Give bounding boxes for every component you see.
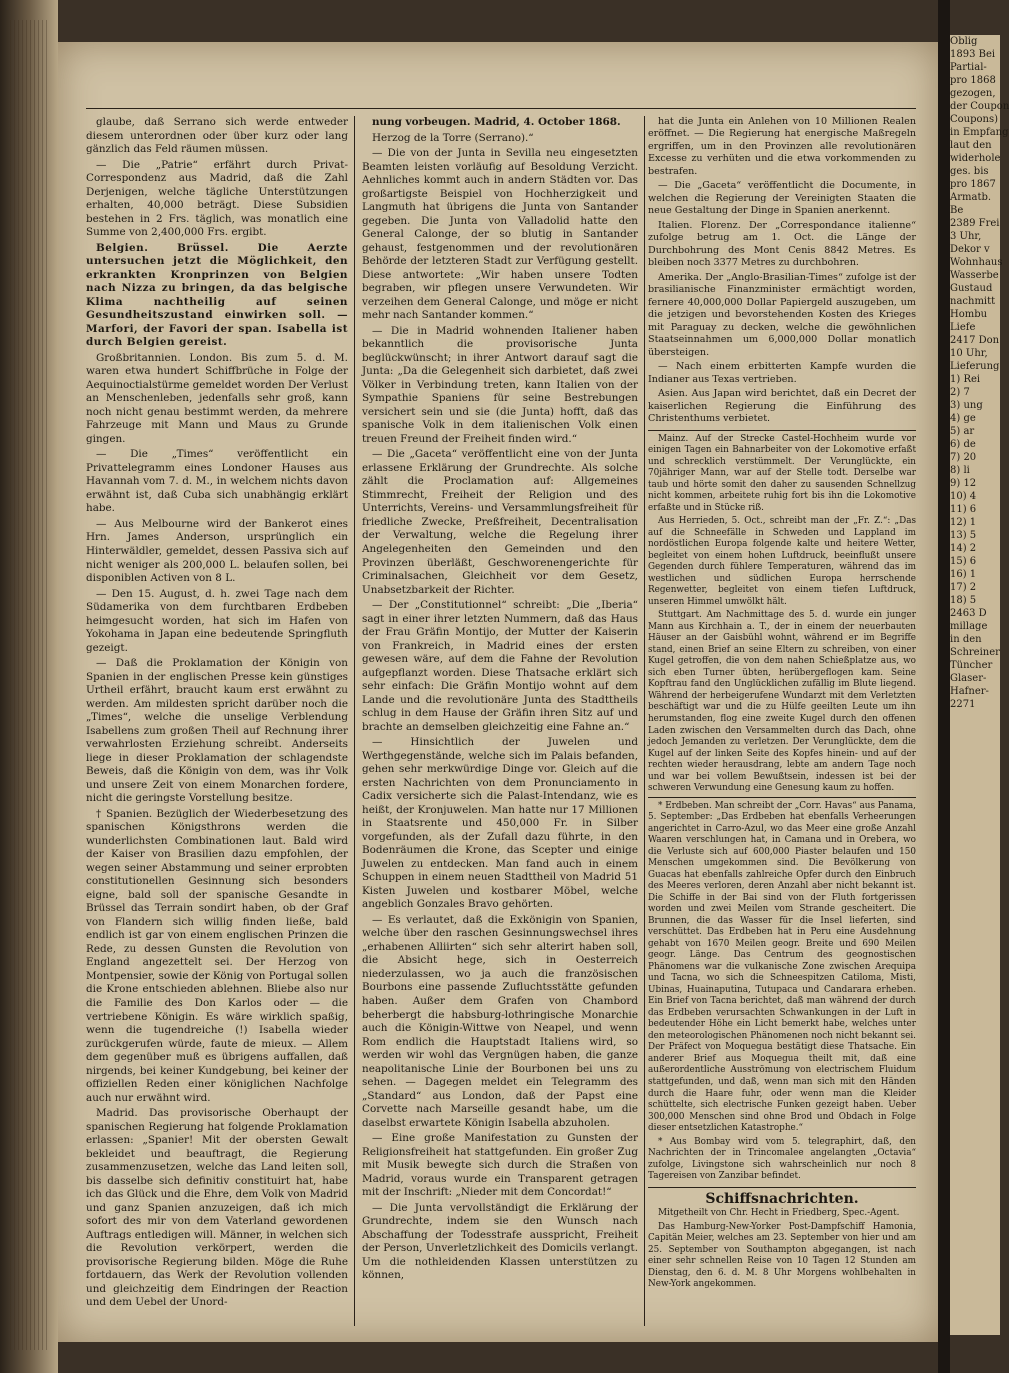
article-paragraph: — Die „Gaceta“ veröffentlicht eine von der Junta erlassene Erklärung der Grundrechte. Als solche zählt die Proclamation auf: Allgemeines Stimmrecht, Freiheit der Religion und des Unterrichts, Vereins- und Versammlungsfreiheit für friedliche Zwecke, Preßfreiheit, Decentralisation der Verwaltung, welche die Regelung ihrer Angelegenheiten den Gemeinden und den Provinzen überläßt, Geschworenengerichte für Criminalsachen, Gleichheit vor dem Gesetz, Unabsetzbarkeit der Richter. [362, 448, 638, 596]
next-page-fragment: 12) 1 [950, 517, 977, 528]
next-page-fragment: 5) ar [950, 426, 975, 437]
local-mainz: Mainz. Auf der Strecke Castel-Hochheim wurde vor einigen Tagen ein Bahnarbeiter von der Lokomotive erfaßt und schrecklich verstümmelt. Der Verunglückte, ein 70jähriger Mann, war auf der Stelle todt. Derselbe war taub und hörte somit den daher zu sausenden Schnellzug nicht kommen, arbeitete ruhig fort bis ihn die Lokomotive erfaßte und in Stücke riß. [648, 433, 916, 513]
next-page-fragment: 6) de [950, 439, 976, 450]
next-page-fragment: 11) 6 [950, 504, 977, 515]
next-page-fragment: Tüncher [950, 660, 993, 671]
article-belgien: Belgien. Brüssel. Die Aerzte untersuchen jetzt die Möglichkeit, den erkrankten Kronprinzen von Belgien nach Nizza zu bringen, da das belgische Klima nachtheilig auf seinen Gesundheitszustand einwirken soll. — Marfori, der Favori der span. Isabella ist durch Belgien gereist. [86, 241, 348, 349]
next-page-fragment: Lieferung [950, 361, 1000, 372]
next-page-edge [950, 35, 1009, 1335]
next-page-fragment: Coupons) [950, 114, 999, 125]
local-erdbeben: * Erdbeben. Man schreibt der „Corr. Havas“ aus Panama, 5. September: „Das Erdbeben hat ebenfalls Verheerungen angerichtet in Carro-Azul, wo das Meer eine große Anzahl Waaren verschlungen hat, in Camana und in Orebera, wo die Verluste sich auf 600,000 Piaster belaufen und 150 Menschen umgekommen sind. Die Bevölkerung von Guacas hat ebenfalls zahlreiche Opfer durch den Einbruch des Meeres verloren, deren Anzahl aber nicht bekannt ist. Die Schiffe in der Bai sind von der Fluth fortgerissen worden und zwei Meilen vom Strande gescheitert. Die Brunnen, die das Wasser für die Insel lieferten, sind verschüttet. Das Erdbeben hat in Peru eine Ausdehnung gehabt von 1670 Meilen geogr. Breite und 690 Meilen geogr. Länge. Das Centrum des geognostischen Phänomens war die vulkanische Zone zwischen Arequipa und Tacna, wo sich die Schneespitzen Catiloma, Misti, Ubinas, Huainaputina, Tutupaca und Candarara erheben. Ein Brief von Tacna berichtet, daß man während der durch das Erdbeben verursachten Schwankungen in der Luft in bedeutender Höhe ein Licht bemerkt habe, welches unter den meteorologischen Phänomenen noch nicht bekannt sei. Der Präfect von Moquegua bestätigt diese Thatsache. Ein anderer Brief aus Moquegua theilt mit, daß eine außerordentliche Ausströmung von electrischem Fluidum stattgefunden, und daß, wenn man sich mit den Händen durch die Haare fuhr, oder wenn man die Kleider schüttelte, sich electrische Funken gezeigt haben. Ueber 300,000 Menschen sind ohne Brod und Obdach in Folge dieser entsetzlichen Katastrophe.“ [648, 797, 916, 1135]
article-spanien: † Spanien. Bezüglich der Wiederbesetzung des spanischen Königsthrons werden die wunderlichsten Combinationen laut. Bald wird der Kaiser von Brasilien dazu empfohlen, der wegen seiner Abstammung und seiner erprobten constitutionellen Gesinnung sich besonders eigne, bald soll der spanische Gesandte in Brüssel das Terrain sondirt haben, ob der Graf von Flandern sich willig finden ließe, bald endlich ist gar von einem englischen Prinzen die Rede, zu dessen Gunsten die Revolution von England angezettelt sei. Der Herzog von Montpensier, sowie der König von Portugal sollen die Krone entschieden ablehnen. Bliebe also nur die Familie des Don Karlos oder — die vertriebene Königin. Es wäre wirklich spaßig, wenn die tugendreiche (!) Isabella wieder zurückgerufen würde, faute de mieux. — Allem dem gegenüber muß es übrigens auffallen, daß nirgends, bei keiner Kundgebung, bei keiner der offiziellen Reden einer königlichen Nachfolge auch nur erwähnt wird. [86, 807, 348, 1104]
next-page-fragment: Armatb. [950, 192, 992, 203]
next-page-fragment: 7) 20 [950, 452, 977, 463]
column-3 [648, 116, 916, 1293]
next-page-fragment: 4) ge [950, 413, 976, 424]
article-asien: Asien. Aus Japan wird berichtet, daß ein Decret der kaiserlichen Regierung die Einführung des Christenthums verbietet. [648, 388, 916, 425]
next-page-fragment: Schreiner [950, 647, 1000, 658]
next-page-fragment: ges. bis [950, 166, 989, 177]
article-paragraph: — Der „Constitutionnel“ schreibt: „Die „Iberia“ sagt in einer ihrer letzten Nummern, daß das Haus der Frau Gräfin Montijo, der Mutter der Kaiserin von Frankreich, in Madrid eines der ersten gewesen wäre, auf dem die Fahne der Revolution aufgepflanzt worden. Diese Thatsache erklärt sich sehr einfach: Die Gräfin Montijo wohnt auf dem Lande und die revolutionäre Junta des Stadttheils schlug in dem Hause der Gräfin ihren Sitz auf und brachte an demselben gleichzeitig eine Fahne an.“ [362, 599, 638, 733]
date-line: nung vorbeugen. Madrid, 4. October 1868. [372, 116, 621, 128]
next-page-fragment: 8) li [950, 465, 970, 476]
column-1 [86, 116, 348, 1312]
next-page-fragment: 14) 2 [950, 543, 977, 554]
next-page-fragment: Glaser- [950, 673, 987, 684]
article-paragraph: — Nach einem erbitterten Kampfe wurden die Indianer aus Texas vertrieben. [648, 361, 916, 385]
local-herrieden: Aus Herrieden, 5. Oct., schreibt man der „Fr. Z.“: „Das auf die Schneefälle in Schweden und Lappland im nordöstlichen Europa folgende kalte und heitere Wetter, begleitet von einem hohen Luftdruck, beeinflußt unsere Gegenden durch fühlere Temperaturen, während das im westlichen und südlichen Europa herrschende Regenwetter, begleitet von einem tiefen Luftdruck, unseren Himmel umwölkt hält. [648, 516, 916, 607]
next-page-fragment: Wasserbe [950, 270, 999, 281]
next-page-fragment: Be [950, 205, 964, 216]
next-page-fragment: Hafner- [950, 686, 989, 697]
local-news-box [648, 430, 916, 1183]
next-page-fragment: nachmitt [950, 296, 996, 307]
next-page-fragment: Hombu [950, 309, 988, 320]
column-2 [362, 116, 638, 1285]
next-page-fragment: in den [950, 634, 982, 645]
ship-news-box [648, 1187, 916, 1291]
article-paragraph: — Die „Patrie“ erfährt durch Privat-Correspondenz aus Madrid, daß die Zahl Derjenigen, welche tägliche Unterstützungen erhalten, 40,000 beträgt. Diese Subsidien bestehen in 2 Frs. täglich, was monatlich eine Summe von 2,400,000 Frs. ergibt. [86, 158, 348, 239]
next-page-fragment: 2) 7 [950, 387, 970, 398]
next-page-fragment: gezogen, [950, 88, 996, 99]
next-page-fragment: Oblig [950, 36, 978, 47]
article-paragraph: — Daß die Proklamation der Königin von Spanien in der englischen Presse kein günstiges Urtheil erfährt, braucht kaum erst erwähnt zu werden. Am mildesten spricht darüber noch die „Times“, welche die unselige Verblendung Isabellens zum großen Theil auf Rechnung ihrer verwahrlosten Erziehung schreibt. Anderseits liege in dieser Proklamation der schlagendste Beweis, daß die Königin von dem, was ihr Volk und unsere Zeit von einem Monarchen fordere, nicht die geringste Vorstellung besitze. [86, 657, 348, 805]
next-page-fragment: Partial- [950, 62, 987, 73]
next-page-fragment: widerhole [950, 153, 1001, 164]
next-page-fragment: 18) 5 [950, 595, 977, 606]
ship-news-text: Das Hamburg-New-Yorker Post-Dampfschiff Hamonia, Capitän Meier, welches am 23. September von hier und am 25. September von Southampton abgegangen, ist nach einer sehr schnellen Reise von 10 Tagen 12 Stunden am Dienstag, den 6. d. M. 8 Uhr Morgens wohlbehalten in New-York angekommen. [648, 1221, 916, 1290]
article-paragraph: hat die Junta ein Anlehen von 10 Millionen Realen eröffnet. — Die Regierung hat energische Maßregeln ergriffen, um in den Provinzen alle revolutionären Excesse zu verhüten und die etwa vorkommenden zu bestrafen. [648, 116, 916, 177]
book-spine [938, 0, 950, 1373]
article-amerika: Amerika. Der „Anglo-Brasilian-Times“ zufolge ist der brasilianische Finanzminister ermächtigt worden, fernere 40,000,000 Dollar Papiergeld auszugeben, um die jetzigen und bevorstehenden Kosten des Krieges mit Paraguay zu decken, welche die gewöhnlichen Staatseinnahmen um 6,000,000 Dollar monatlich übersteigen. [648, 271, 916, 358]
article-madrid: Madrid. Das provisorische Oberhaupt der spanischen Regierung hat folgende Proklamation erlassen: „Spanier! Mit der obersten Gewalt bekleidet und beauftragt, die Regierung zusammenzusetzen, welche das Land leiten soll, bis dasselbe sich definitiv constituirt hat, habe ich das Glück und die Ehre, dem Volk von Madrid und ganz Spanien anzuzeigen, daß ich mich sofort des mir von dem Vaterland gewordenen Auftrags entledigen will. Männer, in welchen sich die Revolution verkörpert, werden die provisorische Regierung bilden. Möge die Ruhe fortdauern, das Werk der Revolution vollenden und gleichzeitig dem Eindringen der Reaction und dem Uebel der Unord- [86, 1107, 348, 1309]
next-page-fragment: 2271 [950, 699, 976, 710]
next-page-fragment: 1893 Bei [950, 49, 996, 60]
header-rule [86, 108, 916, 109]
next-page-fragment: 2417 Don [950, 335, 1000, 346]
next-page-fragment: 9) 12 [950, 478, 977, 489]
next-page-fragment: 15) 6 [950, 556, 977, 567]
next-page-fragment: 17) 2 [950, 582, 977, 593]
newspaper-page [58, 42, 938, 1342]
article-paragraph: — Die von der Junta in Sevilla neu eingesetzten Beamten leisten vorläufig auf Besoldung Verzicht. Aehnliches kommt auch in andern Städten vor. Das großartigste Beispiel von Hochherzigkeit und Langmuth hat übrigens die Junta von Santander gegeben. Die Junta von Valladolid hatte den General Calonge, der so blutig in Santander gehaust, festgenommen und der revolutionären Behörde der letzteren Stadt zur Verfügung gestellt. Diese antwortete: „Wir haben unsere Todten begraben, wir pflegen unsere Verwundeten. Wir verzeihen dem General Calonge, und möge er nicht mehr nach Santander kommen.“ [362, 147, 638, 322]
next-page-fragment: Dekor v [950, 244, 990, 255]
article-paragraph: Herzog de la Torre (Serrano).“ [372, 131, 534, 144]
next-page-fragment: 16) 1 [950, 569, 977, 580]
next-page-fragment: 10 Uhr, [950, 348, 988, 359]
article-paragraph: — Hinsichtlich der Juwelen und Werthgegenstände, welche sich im Palais befanden, gehen sehr merkwürdige Dinge vor. Gleich auf die ersten Nachrichten von dem Pronunciamento in Cadix versicherte sich die Palast-Intendanz, wie es heißt, der Kronjuwelen. Man hatte nur 17 Millionen in Staatsrente und 450,000 Fr. in Silber vorgefunden, als der Zufall dazu führte, in den Bodenräumen die Krone, das Scepter und einige Juwelen zu entdecken. Man fand auch in einem Schuppen in einem neuen Stadttheil von Madrid 51 Kisten Juwelen und kostbarer Möbel, welche angeblich Gonzales Bravo gehörten. [362, 736, 638, 911]
ship-news-agent: Mitgetheilt von Chr. Hecht in Friedberg, Spec.-Agent. [658, 1208, 900, 1219]
next-page-fragment: laut den [950, 140, 992, 151]
next-page-fragment: 13) 5 [950, 530, 977, 541]
next-page-fragment: millage [950, 621, 988, 632]
left-gutter [0, 0, 58, 1373]
next-page-fragment: Gustaud [950, 283, 993, 294]
next-page-fragment: 10) 4 [950, 491, 977, 502]
article-paragraph: — Die Junta vervollständigt die Erklärung der Grundrechte, indem sie den Wunsch nach Abschaffung der Todesstrafe ausspricht, Freiheit der Person, Unverletzlichkeit des Domicils verlangt. Um die nothleidenden Klassen unterstützen zu können, [362, 1201, 638, 1282]
article-paragraph: — Es verlautet, daß die Exkönigin von Spanien, welche über den raschen Gesinnungswechsel ihres „erhabenen Alliirten“ sich sehr alterirt haben soll, die Absicht hege, sich in Oesterreich niederzulassen, wo ja auch die französischen Bourbons eine passende Zufluchtsstätte gefunden haben. Außer dem Grafen von Chambord beherbergt die habsburg-lothringische Monarchie auch die Königin-Wittwe von Neapel, und wenn Rom endlich die Hauptstadt Italiens wird, so werden wir wohl das Vergnügen haben, die ganze neapolitanische Linie der Bourbonen bei uns zu sehen. — Dagegen meldet ein Telegramm des „Standard“ aus London, daß der Papst eine Corvette nach Marseille gesandt habe, um die daselbst erwartete Königin Isabella abzuholen. [362, 913, 638, 1129]
article-paragraph: — Aus Melbourne wird der Bankerot eines Hrn. James Anderson, ursprünglich ein Hinterwäldler, gemeldet, dessen Passiva sich auf nicht weniger als 200,000 L. belaufen sollen, bei disponiblen Activen von 8 L. [86, 517, 348, 585]
local-stuttgart: Stuttgart. Am Nachmittage des 5. d. wurde ein junger Mann aus Kirchhain a. T., der in einem der neuerbauten Häuser an der Gaisbühl wohnt, während er im Begriffe stand, einen Brief an seine Eltern zu schreiben, von einer Kugel getroffen, die von dem nahen Schießplatze aus, wo sich eben Turner übten, herübergeflogen kam. Seine Kopftrau fand den Unglücklichen zufällig im Blute liegend. Während der herbeigerufene Wundarzt mit dem Verletzten beschäftigt war und die zu Hülfe geeilten Leute um ihn herumstanden, flog eine zweite Kugel durch den offenen Laden zwischen den Versammelten durch das Dach, ohne jedoch Jemanden zu verletzen. Der Verunglückte, dem die Kugel auf der linken Seite des Kopfes hinein- und auf der rechten wieder herausdrang, lebte am andern Tage noch und war bei vollem Bewußtsein, indessen ist bei der schweren Verwundung eine Genesung kaum zu hoffen. [648, 610, 916, 794]
next-page-fragment: 2389 Frei [950, 218, 1000, 229]
article-paragraph: — Den 15. August, d. h. zwei Tage nach dem Südamerika von dem furchtbaren Erdbeben heimgesucht worden, hat sich im Hafen von Yokohama in Japan eine bedeutende Springfluth gezeigt. [86, 587, 348, 654]
ship-news-title: Schiffsnachrichten. [705, 1190, 859, 1207]
next-page-fragment: 3) ung [950, 400, 983, 411]
book-edge [10, 20, 50, 1350]
article-paragraph: — Die „Times“ veröffentlicht ein Privattelegramm eines Londoner Hauses aus Havannah vom 7. d. M., in welchem nichts davon erwähnt ist, daß Cuba sich unabhängig erklärt habe. [86, 448, 348, 515]
next-page-fragment: in Empfang [950, 127, 1009, 138]
next-page-fragment: Wohnhaus [950, 257, 1003, 268]
article-paragraph: glaube, daß Serrano sich werde entweder diesem unterordnen oder über kurz oder lang gänzlich das Feld räumen müssen. [86, 116, 348, 156]
next-page-fragment: 2463 D [950, 608, 987, 619]
next-page-fragment: Liefe [950, 322, 976, 333]
column-rule-1 [354, 116, 355, 1326]
next-page-fragment: 3 Uhr, [950, 231, 982, 242]
article-grossbritannien: Großbritannien. London. Bis zum 5. d. M. waren etwa hundert Schiffbrüche in Folge der Aequinoctialstürme gemeldet worden Der Verlust an Menschenleben, jedenfalls sehr groß, kann noch nicht genau bestimmt werden, da mehrere Fahrzeuge mit Mann und Maus zu Grunde gingen. [86, 351, 348, 445]
article-italien: Italien. Florenz. Der „Correspondance italienne“ zufolge betrug am 1. Oct. die Länge der Durchbohrung des Mont Cenis 8842 Metres. Es bleiben noch 3377 Metres zu durchbohren. [648, 219, 916, 269]
article-paragraph: — Eine große Manifestation zu Gunsten der Religionsfreiheit hat stattgefunden. Ein großer Zug mit Musik bewegte sich durch die Straßen von Madrid, voraus wurde ein Transparent getragen mit der Inschrift: „Nieder mit dem Concordat!“ [362, 1132, 638, 1199]
next-page-fragment: der Coupon [950, 101, 1009, 112]
article-paragraph: — Die „Gaceta“ veröffentlicht die Documente, in welchen die Regierung der Vereinigten Staaten die neue Gestaltung der Dinge in Spanien anerkennt. [648, 180, 916, 217]
next-page-fragment: 1) Rei [950, 374, 981, 385]
next-page-fragment: pro 1868 [950, 75, 996, 86]
local-bombay: * Aus Bombay wird vom 5. telegraphirt, daß, den Nachrichten der in Trincomalee angelangten „Octavia“ zufolge, Livingstone sich wahrscheinlich nur noch 8 Tagereisen von Zanzibar befindet. [648, 1136, 916, 1182]
next-page-fragment: pro 1867 [950, 179, 996, 190]
column-rule-2 [644, 116, 645, 1326]
article-paragraph: — Die in Madrid wohnenden Italiener haben bekanntlich die provisorische Junta beglückwünscht; in ihrer Antwort darauf sagt die Junta: „Da die Gelegenheit sich darbietet, daß zwei Völker in Verbindung treten, kann Italien von der Sympathie Spaniens für seine Bestrebungen versichert sein und sie (die Junta) hofft, daß das spanische Volk in dem italienischen Volk einen treuen Freund der Freiheit finden wird.“ [362, 324, 638, 445]
